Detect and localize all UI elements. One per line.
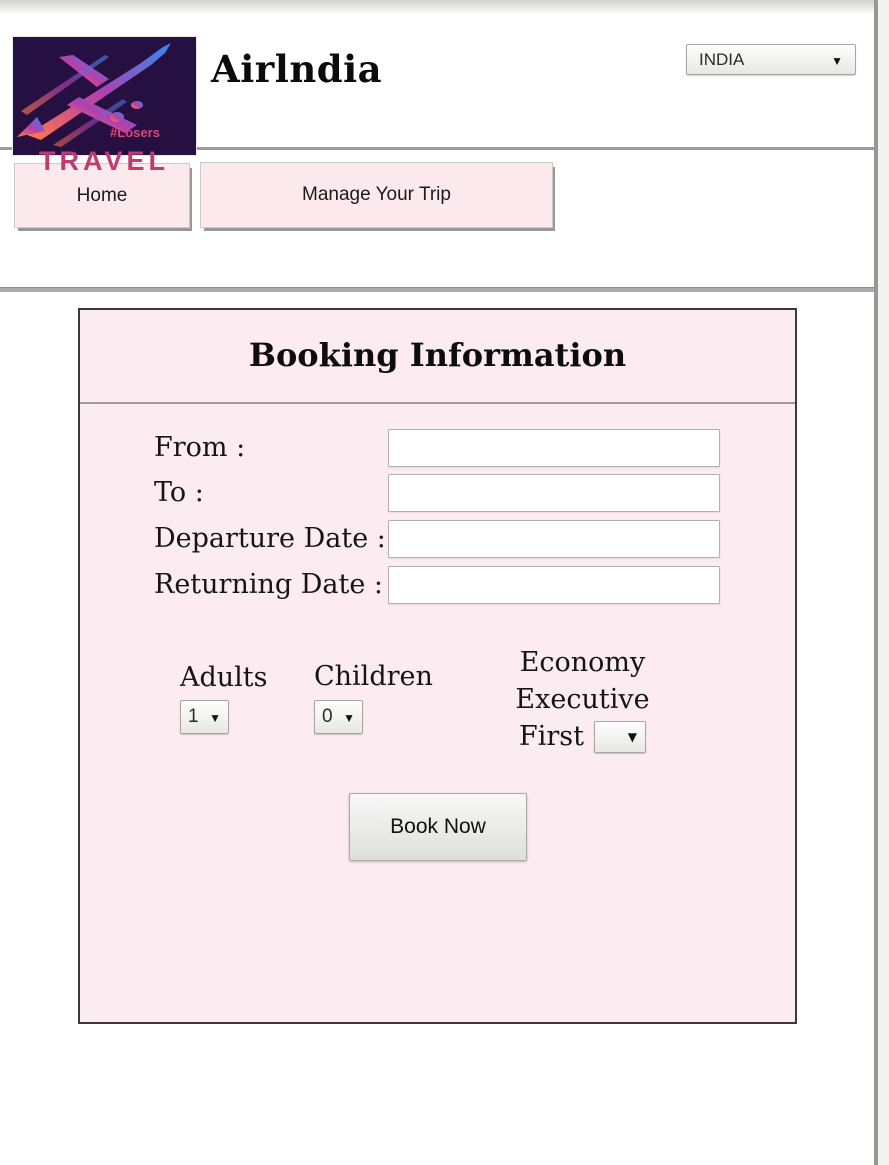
- to-input[interactable]: [388, 474, 720, 512]
- from-label: From :: [154, 432, 246, 463]
- book-now-button[interactable]: [349, 793, 527, 861]
- nav-manage-trip-label: Manage Your Trip: [302, 184, 451, 205]
- from-input[interactable]: [388, 429, 720, 467]
- chevron-down-icon: [209, 706, 221, 728]
- departure-date-input[interactable]: [388, 520, 720, 558]
- returning-date-label: Returning Date :: [154, 569, 383, 600]
- logo-bottom-text: TRAVEL: [39, 146, 169, 176]
- adults-select[interactable]: [180, 700, 229, 734]
- country-select[interactable]: [686, 44, 856, 75]
- travel-class-option-economy: Economy: [519, 647, 646, 678]
- airline-logo: [13, 37, 196, 176]
- adults-select-value: 1: [188, 706, 199, 727]
- nav-manage-trip-button[interactable]: [200, 162, 553, 228]
- window-right-gutter[interactable]: [878, 0, 889, 1165]
- children-select-value: 0: [322, 706, 333, 727]
- book-now-label: Book Now: [390, 815, 486, 838]
- chevron-down-icon: [831, 50, 843, 70]
- chevron-down-icon: [628, 718, 637, 755]
- page-title: Airlndia: [211, 47, 383, 91]
- section-divider: [0, 287, 874, 292]
- nav-home-label: Home: [76, 184, 128, 206]
- plane-logo-graphic: [13, 37, 196, 176]
- departure-date-label: Departure Date :: [154, 523, 386, 554]
- country-select-value: INDIA: [699, 49, 745, 69]
- chevron-down-icon: [343, 706, 355, 728]
- travel-class-select[interactable]: [594, 721, 646, 753]
- travel-class-option-executive: Executive: [515, 684, 650, 715]
- travel-class-block: [500, 644, 665, 755]
- children-label: Children: [314, 661, 433, 692]
- children-select[interactable]: [314, 700, 363, 734]
- returning-date-input[interactable]: [388, 566, 720, 604]
- booking-card: [78, 308, 797, 1024]
- adults-label: Adults: [180, 662, 268, 693]
- booking-heading-divider: [80, 402, 795, 404]
- booking-heading: Booking Information: [248, 336, 627, 374]
- to-label: To :: [154, 477, 204, 508]
- logo-hashtag-text: #Losers: [110, 125, 160, 140]
- travel-class-option-first: First: [519, 721, 584, 752]
- window-top-edge: [0, 0, 889, 14]
